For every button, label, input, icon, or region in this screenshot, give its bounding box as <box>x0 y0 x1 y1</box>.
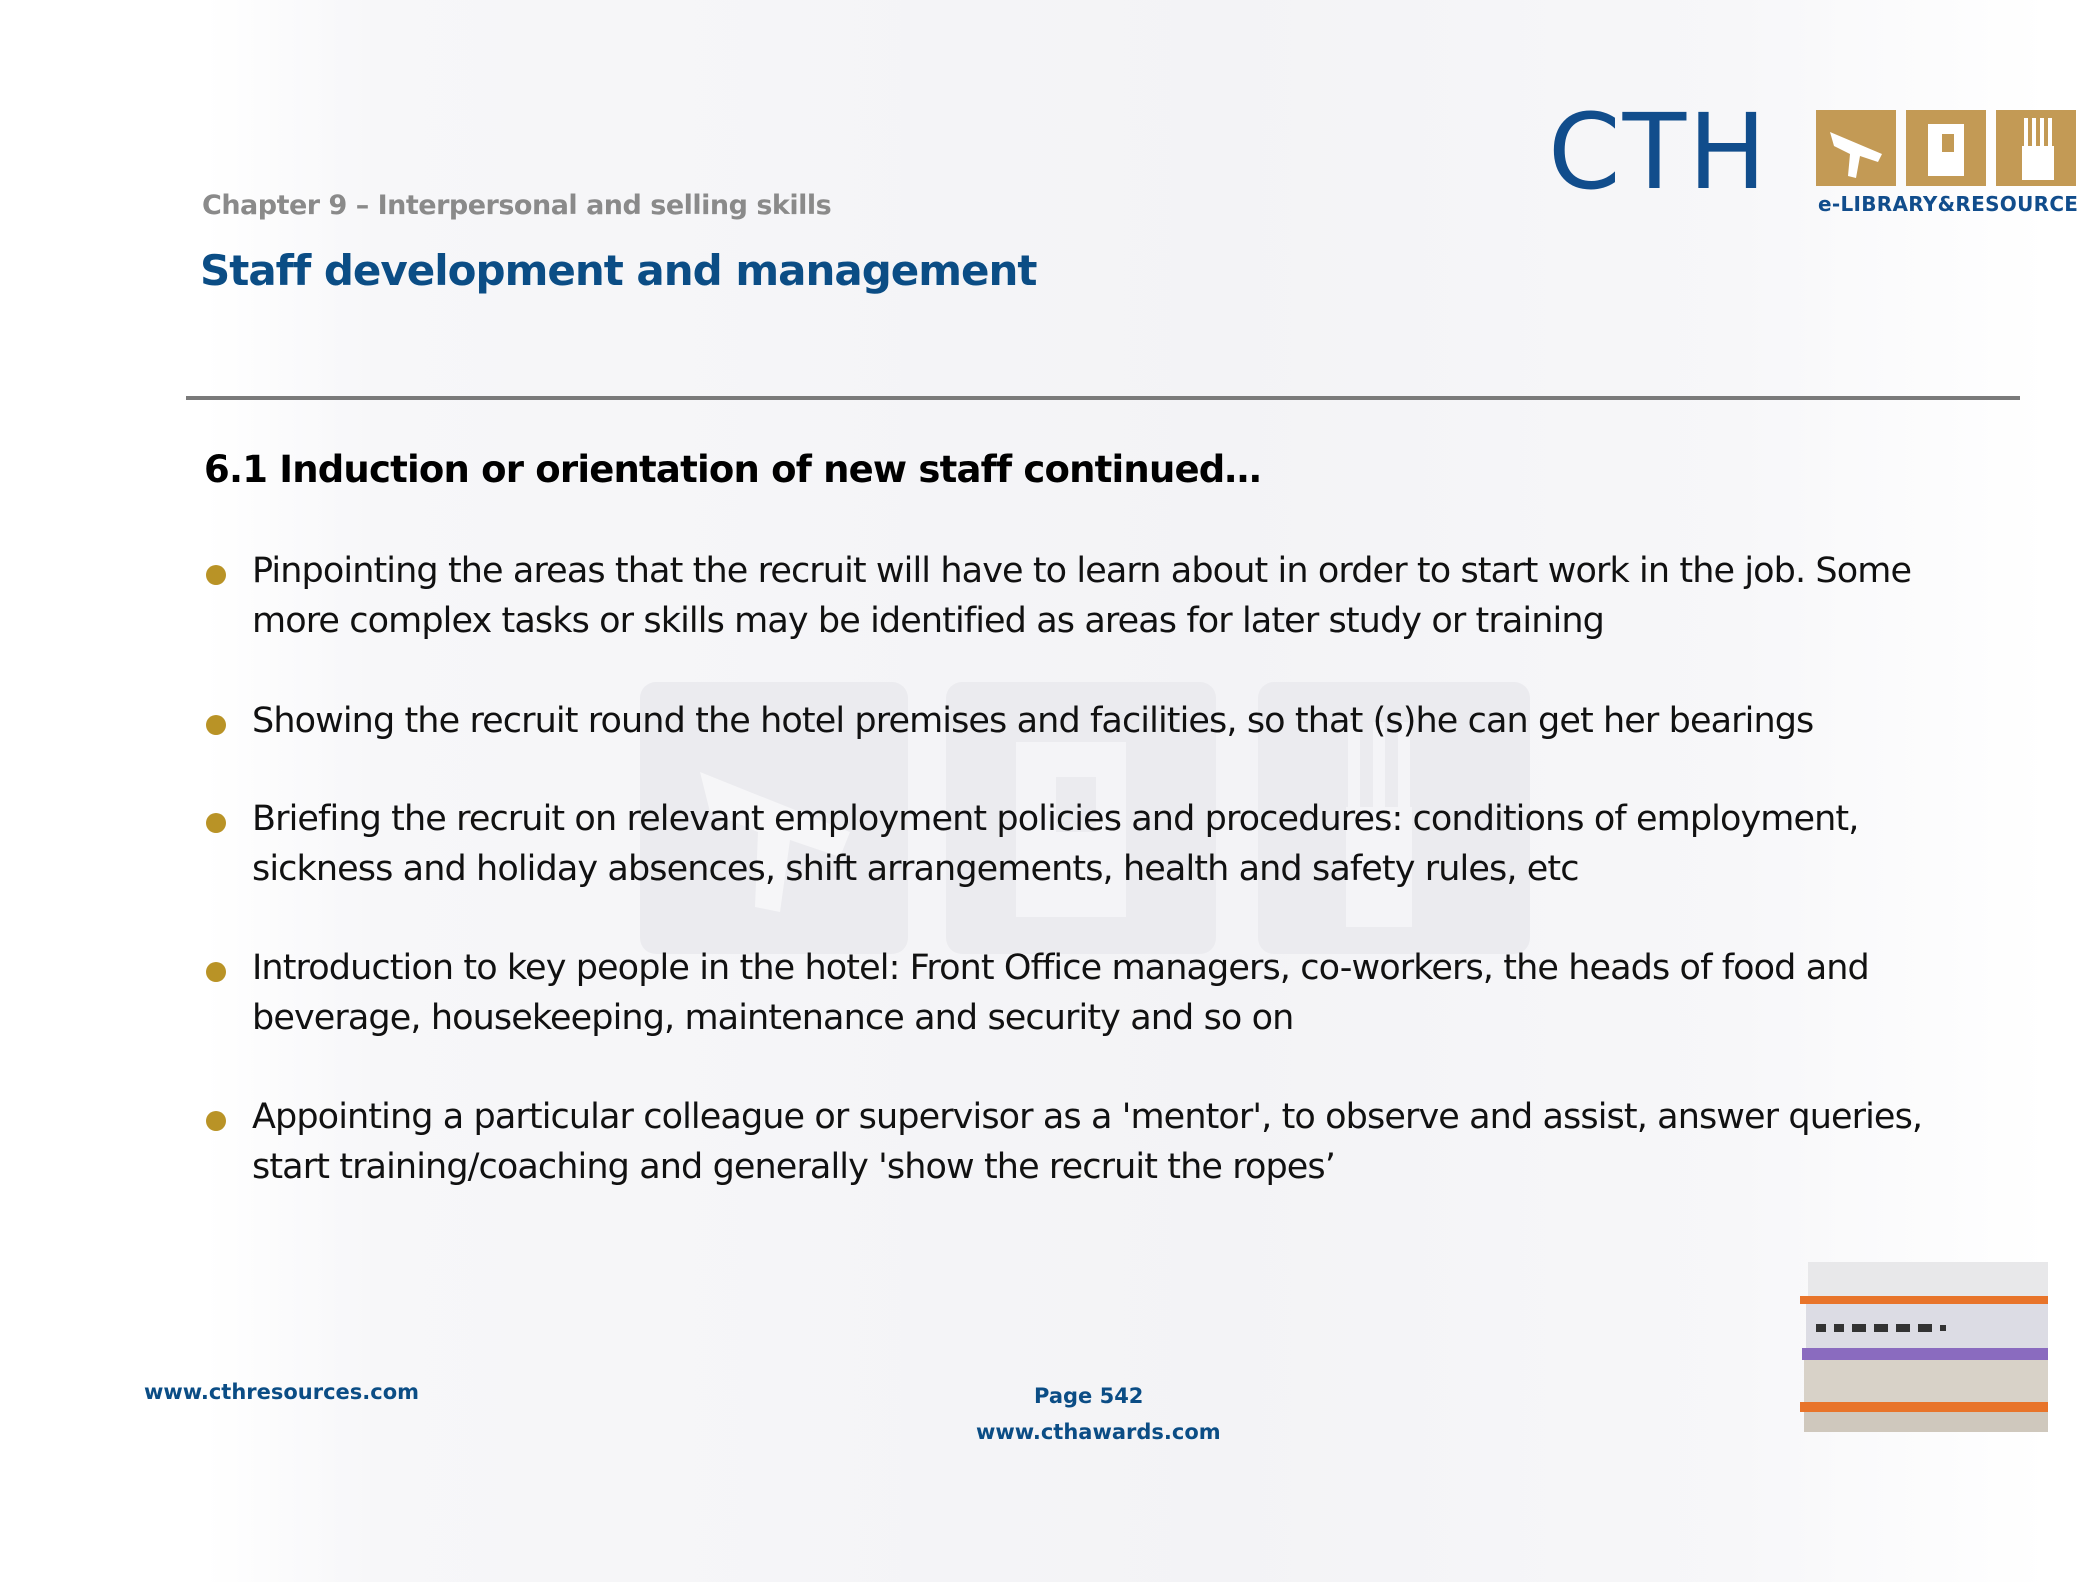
fork-icon <box>1996 110 2076 186</box>
header-divider <box>186 396 2020 400</box>
hotel-door-icon <box>1906 110 1986 186</box>
bullet-text: Showing the recruit round the hotel premises and facilities, so that (s)he can get her bearings <box>252 701 1814 741</box>
page-number: Page 542 <box>1034 1384 1144 1408</box>
list-item <box>206 696 1813 746</box>
section-heading: 6.1 Induction or orientation of new staff continued… <box>204 448 1261 491</box>
bullet-text: Pinpointing the areas that the recruit will have to learn about in order to start work in the job. Some more complex tasks or skills may be identified as areas for later study or training <box>252 551 1912 641</box>
bullet-icon <box>206 1111 226 1131</box>
bullet-text: Briefing the recruit on relevant employment policies and procedures: conditions of employment, sickness and holiday absences, shift arrangements, health and safety rules, etc <box>252 799 1859 889</box>
list-item <box>206 1092 2006 1192</box>
bullet-icon <box>206 813 226 833</box>
bullet-icon <box>206 715 226 735</box>
airplane-icon <box>1816 110 1896 186</box>
footer-awards-link[interactable]: www.cthawards.com <box>976 1420 1221 1444</box>
chapter-label: Chapter 9 – Interpersonal and selling skills <box>202 190 832 221</box>
list-item <box>206 546 2006 646</box>
page-title: Staff development and management <box>200 246 1037 295</box>
logo-wordmark: CTH <box>1548 91 1769 213</box>
bullet-text: Appointing a particular colleague or supervisor as a 'mentor', to observe and assist, answer queries, start training/coaching and generally 'show the recruit the ropes’ <box>252 1097 1923 1187</box>
bullet-text: Introduction to key people in the hotel: Front Office managers, co-workers, the heads of food and beverage, housekeeping, maintenance and security and so on <box>252 948 1869 1038</box>
books-stack-image <box>1800 1262 2048 1432</box>
footer-resources-link[interactable]: www.cthresources.com <box>144 1380 420 1404</box>
list-item <box>206 794 2006 894</box>
bullet-icon <box>206 962 226 982</box>
list-item <box>206 943 2006 1043</box>
logo-subtitle: e-LIBRARY&RESOURCE <box>1818 192 2078 216</box>
bullet-icon <box>206 565 226 585</box>
cth-logo <box>1548 91 2078 220</box>
